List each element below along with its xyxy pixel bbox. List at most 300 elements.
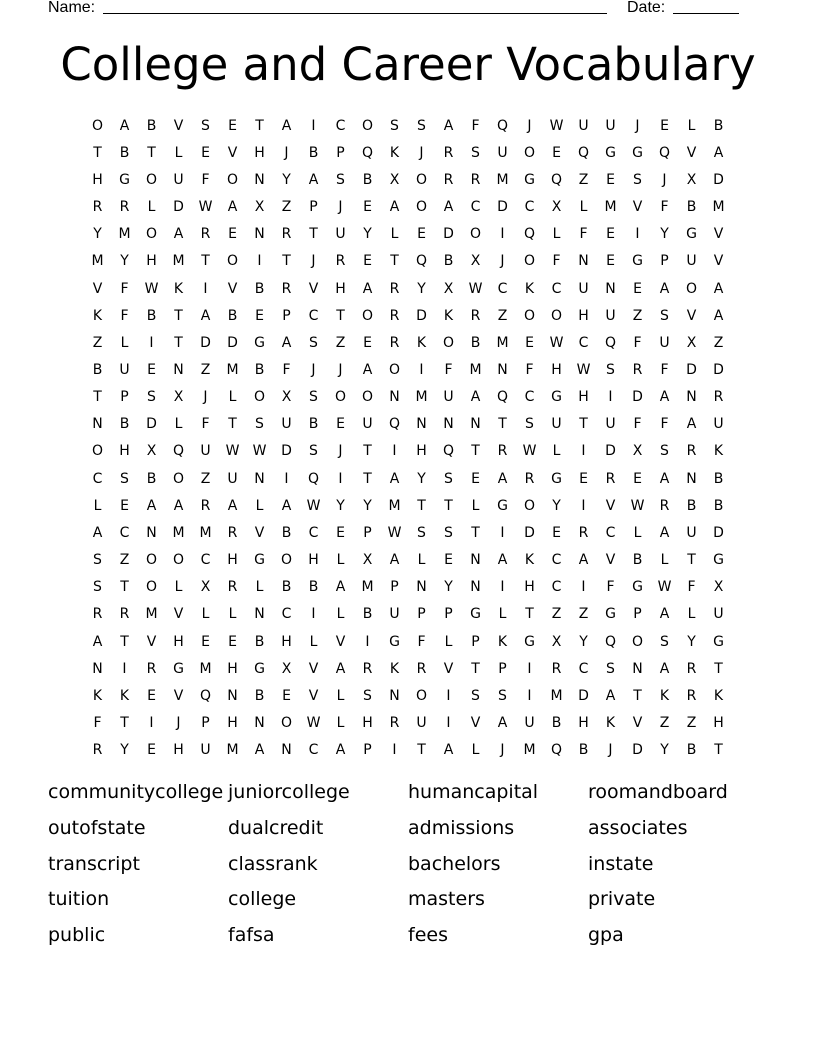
grid-letter: X — [443, 280, 454, 297]
grid-letter: N — [92, 660, 103, 677]
grid-letter: F — [120, 307, 129, 324]
grid-letter: L — [417, 552, 426, 569]
grid-letter: E — [606, 171, 615, 188]
grid-letter: P — [417, 606, 426, 623]
word-bank-item: gpa — [588, 924, 624, 947]
grid-letter: Q — [604, 633, 617, 650]
grid-letter: N — [470, 579, 481, 596]
grid-letter: G — [254, 660, 265, 677]
grid-letter: A — [713, 144, 724, 161]
word-bank-item: fafsa — [228, 924, 275, 947]
grid-letter: F — [633, 416, 642, 433]
grid-letter: K — [713, 687, 724, 704]
grid-letter: B — [713, 497, 724, 514]
grid-letter: E — [336, 416, 345, 433]
word-bank-item: admissions — [408, 816, 515, 839]
grid-letter: I — [392, 443, 397, 460]
grid-letter: O — [172, 552, 185, 569]
grid-letter: X — [200, 579, 211, 596]
grid-letter: H — [146, 253, 157, 270]
grid-letter: I — [500, 226, 505, 243]
grid-letter: K — [92, 307, 103, 324]
grid-letter: T — [471, 524, 480, 541]
grid-letter: Y — [363, 497, 372, 514]
grid-letter: I — [581, 579, 586, 596]
grid-letter: Y — [687, 633, 696, 650]
grid-letter: N — [632, 660, 643, 677]
grid-letter: G — [389, 633, 400, 650]
grid-letter: O — [226, 171, 239, 188]
grid-letter: J — [662, 171, 667, 188]
grid-letter: O — [280, 715, 293, 732]
word-bank-item: instate — [588, 852, 654, 875]
grid-letter: R — [92, 742, 103, 759]
grid-letter: X — [362, 552, 373, 569]
grid-letter: E — [228, 117, 237, 134]
grid-letter: A — [389, 199, 400, 216]
grid-letter: L — [174, 416, 183, 433]
grid-letter: M — [172, 253, 185, 270]
grid-letter: L — [201, 606, 210, 623]
grid-letter: D — [200, 334, 211, 351]
grid-letter: L — [444, 633, 453, 650]
grid-letter: N — [254, 171, 265, 188]
grid-letter: I — [581, 443, 586, 460]
grid-letter: U — [443, 389, 454, 406]
grid-letter: R — [389, 334, 400, 351]
grid-letter: U — [281, 416, 292, 433]
grid-letter: T — [498, 416, 507, 433]
grid-letter: N — [443, 416, 454, 433]
grid-letter: C — [524, 199, 535, 216]
grid-letter: Y — [552, 497, 561, 514]
grid-letter: I — [608, 389, 613, 406]
grid-letter: Q — [361, 144, 374, 161]
grid-letter: P — [633, 606, 642, 623]
grid-letter: H — [362, 715, 373, 732]
grid-letter: F — [687, 579, 696, 596]
grid-letter: A — [173, 226, 184, 243]
grid-letter: I — [311, 606, 316, 623]
grid-letter: J — [608, 742, 613, 759]
grid-letter: H — [578, 389, 589, 406]
grid-letter: F — [417, 633, 426, 650]
grid-letter: L — [228, 606, 237, 623]
grid-letter: U — [497, 144, 508, 161]
grid-letter: U — [605, 416, 616, 433]
grid-letter: K — [497, 633, 508, 650]
grid-letter: Y — [93, 226, 102, 243]
grid-letter: G — [119, 171, 130, 188]
grid-letter: Y — [336, 497, 345, 514]
grid-letter: X — [713, 579, 724, 596]
grid-letter: S — [336, 171, 345, 188]
grid-letter: C — [578, 334, 589, 351]
grid-letter: Q — [550, 171, 563, 188]
grid-letter: C — [281, 606, 292, 623]
grid-letter: L — [552, 443, 561, 460]
grid-letter: D — [227, 334, 238, 351]
grid-letter: S — [120, 470, 129, 487]
grid-letter: J — [338, 199, 343, 216]
grid-letter: T — [579, 416, 588, 433]
grid-letter: N — [497, 361, 508, 378]
grid-letter: R — [686, 443, 697, 460]
grid-letter: X — [281, 660, 292, 677]
grid-letter: T — [309, 226, 318, 243]
grid-letter: E — [417, 226, 426, 243]
grid-letter: O — [550, 307, 563, 324]
grid-letter: N — [416, 579, 427, 596]
grid-letter: W — [630, 497, 645, 514]
grid-letter: X — [146, 443, 157, 460]
grid-letter: Z — [686, 715, 697, 732]
grid-letter: T — [93, 389, 102, 406]
grid-letter: R — [146, 660, 157, 677]
grid-letter: C — [524, 389, 535, 406]
grid-letter: N — [686, 389, 697, 406]
grid-letter: O — [91, 443, 104, 460]
grid-letter: E — [228, 226, 237, 243]
grid-letter: L — [471, 497, 480, 514]
grid-letter: G — [686, 226, 697, 243]
grid-letter: K — [605, 715, 616, 732]
grid-letter: M — [172, 524, 185, 541]
grid-letter: E — [363, 334, 372, 351]
grid-letter: Z — [200, 470, 211, 487]
grid-letter: Q — [172, 443, 185, 460]
grid-letter: P — [660, 253, 669, 270]
grid-letter: S — [309, 443, 318, 460]
grid-letter: M — [496, 334, 509, 351]
grid-letter: F — [606, 579, 615, 596]
grid-letter: M — [361, 579, 374, 596]
grid-letter: T — [417, 497, 426, 514]
grid-letter: C — [308, 524, 319, 541]
grid-letter: N — [470, 416, 481, 433]
grid-letter: M — [145, 606, 158, 623]
grid-letter: B — [713, 117, 724, 134]
grid-letter: D — [632, 389, 643, 406]
grid-letter: V — [308, 687, 319, 704]
grid-letter: O — [523, 497, 536, 514]
grid-letter: O — [91, 117, 104, 134]
word-bank-item: masters — [408, 888, 485, 911]
grid-letter: B — [146, 117, 157, 134]
grid-letter: P — [309, 199, 318, 216]
grid-letter: W — [306, 497, 321, 514]
grid-letter: A — [713, 307, 724, 324]
grid-letter: G — [632, 144, 643, 161]
grid-letter: J — [527, 117, 532, 134]
grid-letter: N — [254, 715, 265, 732]
grid-letter: A — [605, 687, 616, 704]
grid-letter: A — [146, 497, 157, 514]
grid-letter: V — [443, 660, 454, 677]
grid-letter: A — [335, 660, 346, 677]
grid-letter: S — [606, 361, 615, 378]
grid-letter: L — [255, 497, 264, 514]
grid-letter: A — [200, 307, 211, 324]
grid-letter: T — [363, 443, 372, 460]
grid-letter: J — [635, 117, 640, 134]
grid-letter: L — [336, 687, 345, 704]
grid-letter: B — [551, 715, 562, 732]
grid-letter: U — [200, 742, 211, 759]
grid-letter: U — [605, 307, 616, 324]
grid-letter: R — [227, 579, 238, 596]
grid-letter: O — [145, 226, 158, 243]
grid-letter: S — [309, 334, 318, 351]
grid-letter: U — [551, 416, 562, 433]
grid-letter: J — [176, 715, 181, 732]
grid-letter: C — [551, 552, 562, 569]
grid-letter: V — [713, 226, 724, 243]
grid-letter: K — [119, 687, 130, 704]
grid-letter: U — [362, 416, 373, 433]
grid-letter: B — [281, 579, 292, 596]
grid-letter: V — [470, 715, 481, 732]
grid-letter: S — [444, 470, 453, 487]
grid-letter: U — [686, 253, 697, 270]
word-bank-item: tuition — [48, 888, 110, 911]
grid-letter: Y — [120, 742, 129, 759]
grid-letter: D — [524, 524, 535, 541]
grid-letter: X — [173, 389, 184, 406]
grid-letter: D — [632, 742, 643, 759]
grid-letter: X — [281, 389, 292, 406]
grid-letter: H — [713, 715, 724, 732]
grid-letter: G — [173, 660, 184, 677]
grid-letter: B — [686, 742, 697, 759]
grid-letter: X — [551, 633, 562, 650]
grid-letter: S — [417, 117, 426, 134]
grid-letter: N — [578, 253, 589, 270]
grid-letter: X — [632, 443, 643, 460]
grid-letter: W — [549, 117, 564, 134]
grid-letter: N — [389, 389, 400, 406]
word-bank — [48, 777, 788, 956]
grid-letter: P — [336, 144, 345, 161]
grid-letter: K — [443, 307, 454, 324]
grid-letter: U — [200, 443, 211, 460]
grid-letter: E — [363, 253, 372, 270]
grid-letter: H — [119, 443, 130, 460]
grid-letter: I — [257, 253, 262, 270]
grid-letter: T — [93, 144, 102, 161]
grid-letter: V — [632, 715, 643, 732]
grid-letter: J — [203, 389, 208, 406]
grid-letter: R — [416, 660, 427, 677]
word-bank-item: roomandboard — [588, 781, 728, 803]
grid-letter: C — [92, 470, 103, 487]
grid-letter: V — [146, 633, 157, 650]
grid-letter: V — [605, 497, 616, 514]
grid-letter: W — [198, 199, 213, 216]
grid-letter: R — [281, 226, 292, 243]
grid-letter: I — [500, 524, 505, 541]
name-blank-line — [103, 13, 607, 14]
grid-letter: R — [713, 389, 724, 406]
grid-letter: K — [92, 687, 103, 704]
grid-letter: H — [578, 307, 589, 324]
grid-letter: A — [686, 416, 697, 433]
grid-letter: E — [228, 633, 237, 650]
grid-letter: P — [201, 715, 210, 732]
grid-letter: Q — [496, 117, 509, 134]
grid-letter: E — [120, 497, 129, 514]
word-bank-item: outofstate — [48, 816, 146, 839]
grid-letter: R — [443, 171, 454, 188]
word-bank-item: juniorcollege — [228, 781, 350, 803]
grid-letter: F — [579, 226, 588, 243]
grid-letter: A — [659, 524, 670, 541]
grid-letter: A — [443, 742, 454, 759]
grid-letter: O — [685, 280, 698, 297]
grid-letter: T — [336, 307, 345, 324]
grid-letter: A — [443, 199, 454, 216]
grid-letter: R — [605, 470, 616, 487]
grid-letter: T — [687, 552, 696, 569]
word-bank-item: bachelors — [408, 852, 501, 875]
word-bank-item: associates — [588, 816, 688, 839]
grid-letter: R — [443, 144, 454, 161]
grid-letter: X — [686, 171, 697, 188]
grid-letter: B — [146, 470, 157, 487]
grid-letter: B — [119, 144, 130, 161]
grid-letter: V — [173, 117, 184, 134]
grid-letter: Y — [660, 226, 669, 243]
grid-letter: N — [254, 606, 265, 623]
grid-letter: O — [145, 579, 158, 596]
grid-letter: G — [470, 606, 481, 623]
grid-letter: P — [120, 389, 129, 406]
grid-letter: D — [416, 307, 427, 324]
grid-letter: B — [686, 199, 697, 216]
grid-letter: J — [311, 361, 316, 378]
grid-letter: D — [281, 443, 292, 460]
grid-letter: G — [497, 497, 508, 514]
grid-letter: C — [308, 307, 319, 324]
worksheet-header — [0, 0, 816, 18]
grid-letter: H — [173, 633, 184, 650]
grid-letter: S — [147, 389, 156, 406]
grid-letter: L — [93, 497, 102, 514]
grid-letter: X — [389, 171, 400, 188]
grid-letter: D — [686, 361, 697, 378]
grid-letter: H — [227, 715, 238, 732]
grid-letter: E — [579, 470, 588, 487]
grid-letter: R — [200, 226, 211, 243]
grid-letter: X — [551, 199, 562, 216]
grid-letter: B — [362, 171, 373, 188]
grid-letter: S — [255, 416, 264, 433]
grid-letter: E — [606, 226, 615, 243]
grid-letter: W — [576, 361, 591, 378]
grid-letter: A — [362, 280, 373, 297]
grid-letter: B — [632, 552, 643, 569]
grid-letter: A — [659, 470, 670, 487]
grid-letter: B — [686, 497, 697, 514]
grid-letter: Z — [200, 361, 211, 378]
grid-letter: R — [686, 687, 697, 704]
grid-letter: S — [444, 524, 453, 541]
grid-letter: A — [92, 633, 103, 650]
grid-letter: G — [713, 552, 724, 569]
grid-letter: Z — [119, 552, 130, 569]
grid-letter: H — [173, 742, 184, 759]
grid-letter: A — [497, 715, 508, 732]
grid-letter: Z — [713, 334, 724, 351]
grid-letter: E — [201, 633, 210, 650]
grid-letter: C — [308, 742, 319, 759]
grid-letter: R — [281, 280, 292, 297]
grid-letter: V — [227, 144, 238, 161]
grid-letter: E — [363, 199, 372, 216]
grid-letter: R — [389, 307, 400, 324]
grid-letter: N — [254, 226, 265, 243]
grid-letter: A — [470, 389, 481, 406]
grid-letter: B — [254, 361, 265, 378]
grid-letter: P — [282, 307, 291, 324]
grid-letter: R — [659, 497, 670, 514]
grid-letter: O — [361, 307, 374, 324]
grid-letter: N — [470, 552, 481, 569]
grid-letter: H — [254, 144, 265, 161]
grid-letter: B — [146, 307, 157, 324]
grid-letter: B — [308, 579, 319, 596]
grid-letter: A — [173, 497, 184, 514]
grid-letter: E — [552, 524, 561, 541]
grid-letter: W — [387, 524, 402, 541]
grid-letter: W — [657, 579, 672, 596]
grid-letter: R — [632, 361, 643, 378]
grid-letter: B — [470, 334, 481, 351]
grid-letter: L — [336, 552, 345, 569]
grid-letter: G — [713, 633, 724, 650]
grid-letter: Q — [415, 253, 428, 270]
grid-letter: B — [578, 742, 589, 759]
grid-letter: E — [633, 280, 642, 297]
grid-letter: I — [149, 334, 154, 351]
grid-letter: A — [119, 117, 130, 134]
grid-letter: B — [713, 470, 724, 487]
grid-letter: X — [686, 334, 697, 351]
grid-letter: R — [389, 715, 400, 732]
grid-letter: W — [252, 443, 267, 460]
grid-letter: U — [659, 334, 670, 351]
grid-letter: S — [471, 144, 480, 161]
grid-letter: T — [201, 253, 210, 270]
grid-letter: T — [390, 253, 399, 270]
grid-letter: S — [363, 687, 372, 704]
grid-letter: O — [253, 389, 266, 406]
grid-letter: Y — [417, 280, 426, 297]
grid-letter: T — [174, 307, 183, 324]
grid-letter: A — [335, 742, 346, 759]
grid-letter: O — [469, 226, 482, 243]
grid-letter: Q — [307, 470, 320, 487]
grid-letter: O — [442, 334, 455, 351]
grid-letter: T — [471, 660, 480, 677]
grid-letter: K — [659, 687, 670, 704]
grid-letter: I — [392, 742, 397, 759]
grid-letter: W — [522, 443, 537, 460]
grid-letter: E — [552, 144, 561, 161]
grid-letter: A — [389, 552, 400, 569]
grid-letter: E — [660, 117, 669, 134]
grid-letter: M — [523, 742, 536, 759]
